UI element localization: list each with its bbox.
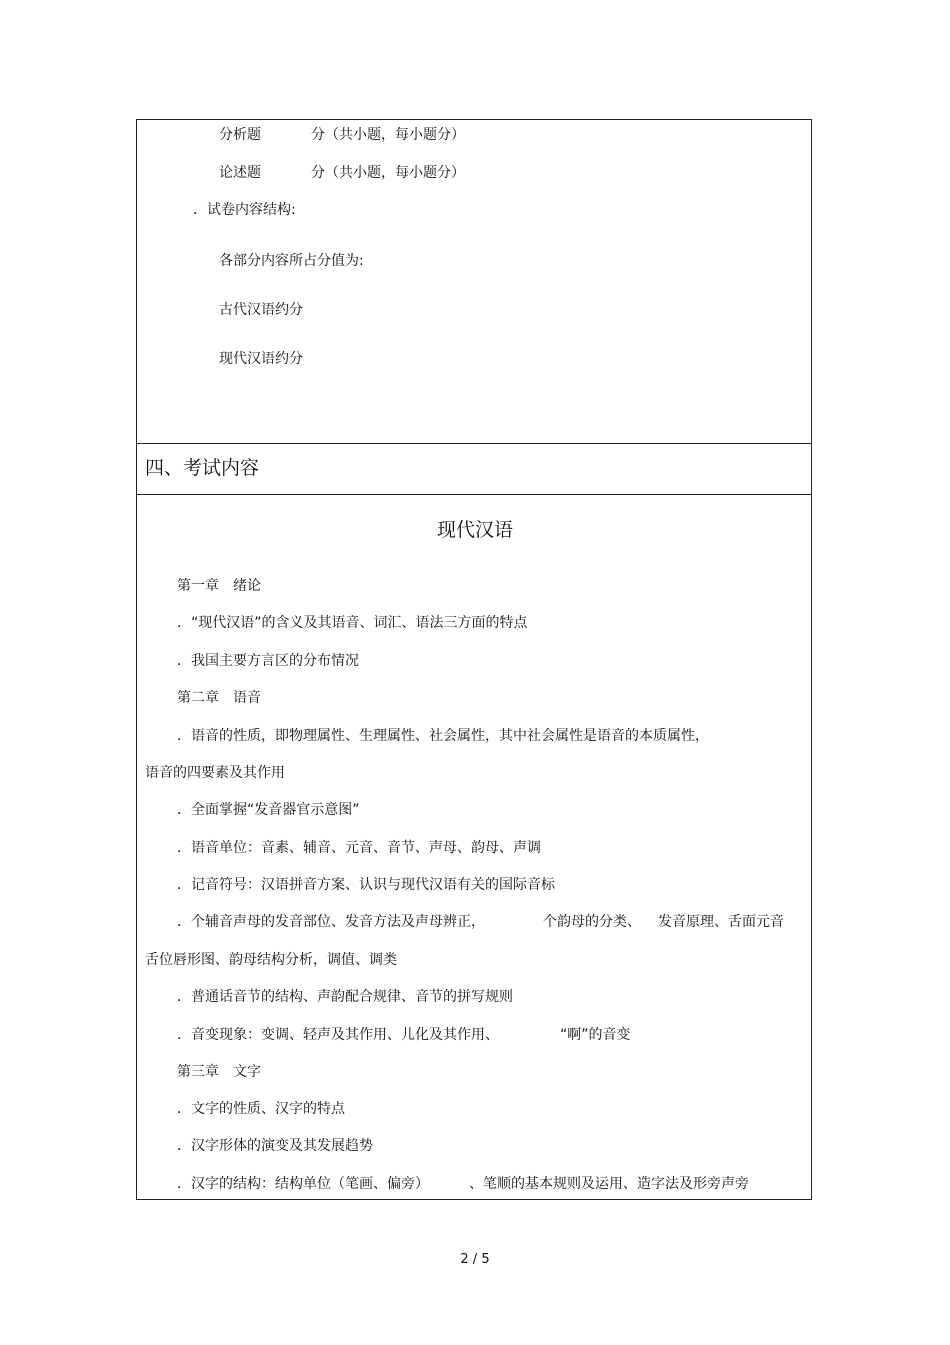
ancient-chinese-score: 古代汉语约分	[219, 302, 303, 318]
content-title: 现代汉语	[436, 519, 513, 541]
chapter-2-item-6: ．普通话音节的结构、声韵配合规律、音节的拼写规则	[177, 989, 513, 1005]
chapter-2-item-4: ．记音符号：汉语拼音方案、认识与现代汉语有关的国际音标	[177, 877, 555, 893]
exam-structure-heading: ．试卷内容结构:	[193, 202, 296, 218]
chapter-2-item-7-part-1: ．音变现象：变调、轻声及其作用、儿化及其作用、	[177, 1027, 499, 1043]
page-number: 2 / 5	[460, 1252, 490, 1267]
chapter-3-item-1: ．文字的性质、汉字的特点	[177, 1101, 345, 1117]
chapter-2-item-3: ．语音单位：音素、辅音、元音、音节、声母、韵母、声调	[177, 840, 541, 856]
chapter-1-heading: 第一章 绪论	[177, 578, 261, 594]
chapter-2-item-1-cont: 语音的四要素及其作用	[145, 765, 285, 781]
chapter-2-item-5-part-3: 发音原理、舌面元音	[658, 914, 784, 930]
modern-chinese-score: 现代汉语约分	[219, 351, 303, 367]
chapter-2-item-2: ．全面掌握“发音器官示意图”	[177, 802, 360, 818]
chapter-2-item-1: ．语音的性质，即物理属性、生理属性、社会属性，其中社会属性是语音的本质属性，	[177, 728, 709, 744]
chapter-1-item-1: ．“现代汉语”的含义及其语音、词汇、语法三方面的特点	[177, 615, 528, 631]
chapter-2-item-7-part-2: “啊”的音变	[560, 1027, 631, 1043]
chapter-2-heading: 第二章 语音	[177, 690, 261, 706]
chapter-3-heading: 第三章 文字	[177, 1064, 261, 1080]
score-distribution-label: 各部分内容所占分值为:	[219, 253, 364, 269]
chapter-1-item-2: ．我国主要方言区的分布情况	[177, 653, 359, 669]
chapter-3-item-3-part-1: ．汉字的结构：结构单位（笔画、偏旁）	[177, 1176, 429, 1192]
chapter-3-item-3-part-2: 、笔顺的基本规则及运用、造字法及形旁声旁	[469, 1176, 749, 1192]
chapter-2-item-5-part-2: 个韵母的分类、	[543, 914, 641, 930]
question-type-analysis-score: 分（共小题，每小题分）	[311, 127, 465, 143]
chapter-2-item-5-part-1: ．个辅音声母的发音部位、发音方法及声母辨正，	[177, 914, 485, 930]
table-divider-2	[136, 494, 812, 495]
section-title: 四、考试内容	[145, 457, 260, 479]
question-type-essay: 论述题	[219, 165, 261, 181]
chapter-3-item-2: ．汉字形体的演变及其发展趋势	[177, 1138, 373, 1154]
question-type-analysis: 分析题	[219, 127, 261, 143]
table-divider-1	[136, 443, 812, 444]
question-type-essay-score: 分（共小题，每小题分）	[311, 165, 465, 181]
chapter-2-item-5-cont: 舌位唇形图、韵母结构分析，调值、调类	[145, 952, 397, 968]
